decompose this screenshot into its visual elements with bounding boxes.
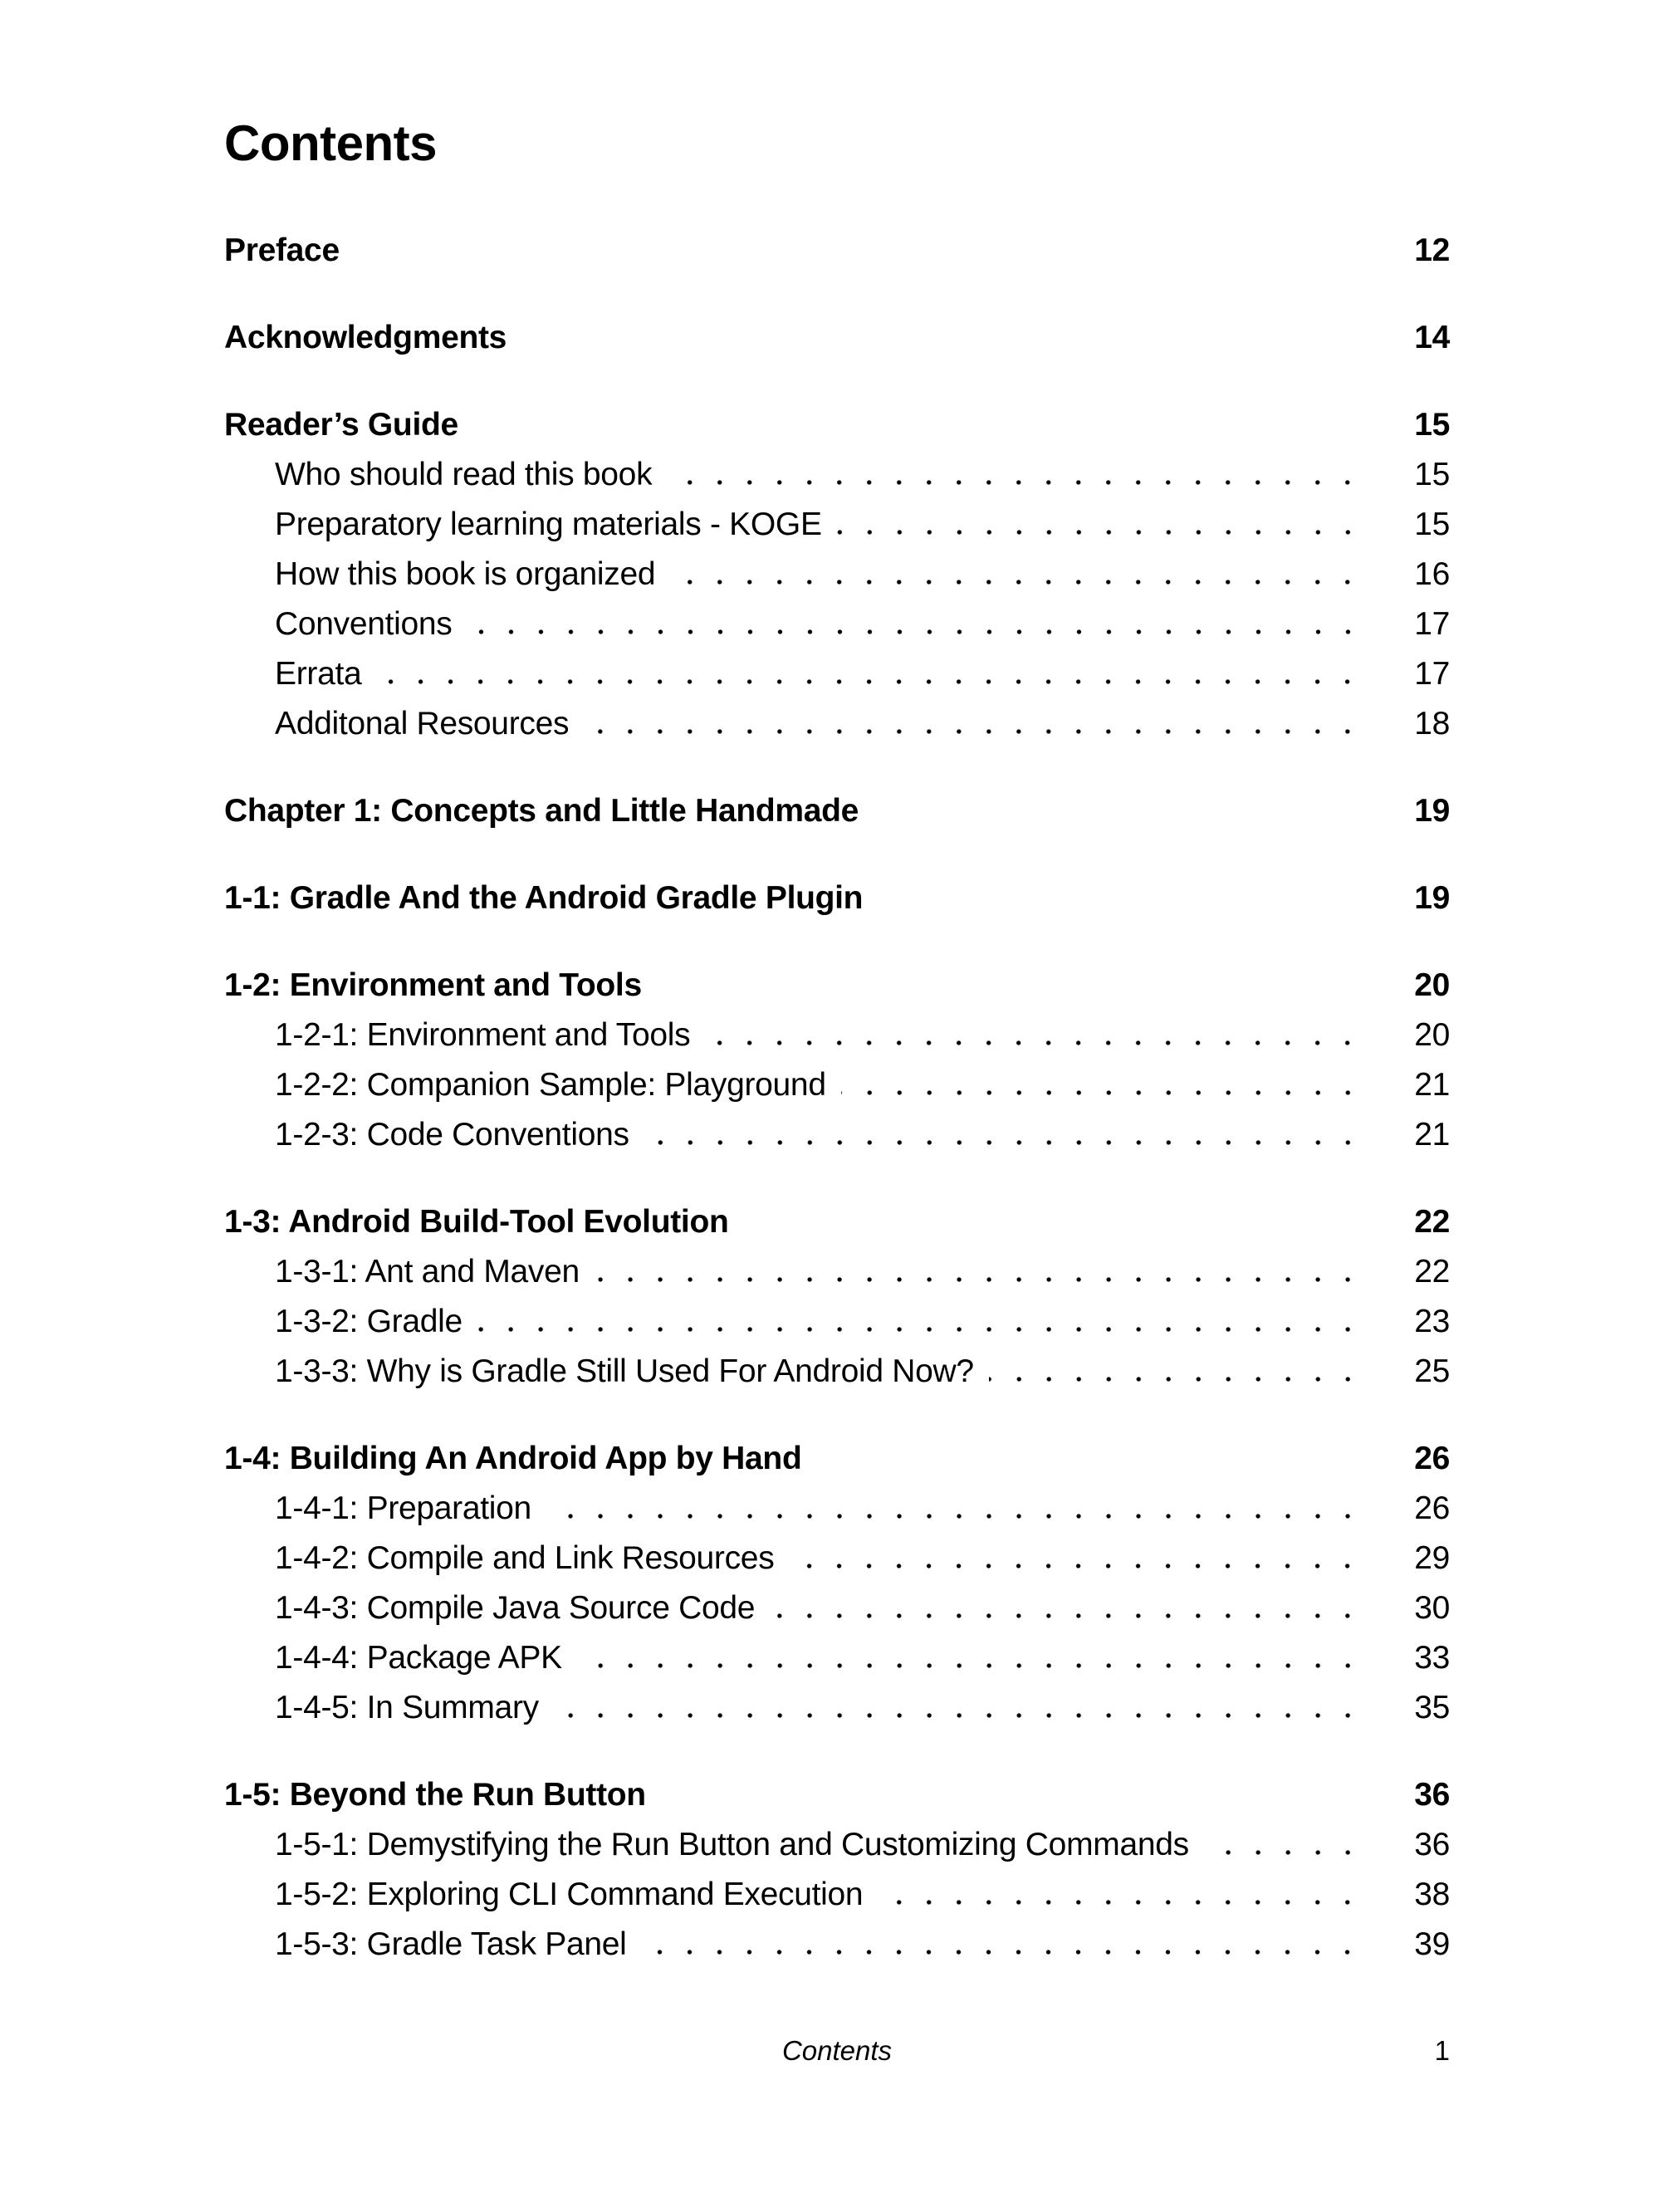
- dot-leader: [584, 729, 1372, 734]
- toc-section: [224, 1434, 1450, 1733]
- entry-page-number: 35: [1414, 1690, 1450, 1725]
- toc-subentry: [224, 500, 1450, 550]
- entry-page-number: 33: [1414, 1640, 1450, 1676]
- toc-section: [224, 961, 1450, 1160]
- entry-label: 1-4-2: Compile and Link Resources: [275, 1540, 775, 1576]
- toc-subentry: [224, 1297, 1450, 1347]
- entry-label: 1-3-1: Ant and Maven: [275, 1254, 580, 1290]
- toc-subentry: [224, 1820, 1450, 1870]
- toc-subentry: [224, 1633, 1450, 1683]
- entry-page-number: 29: [1414, 1540, 1450, 1576]
- toc-entry: [224, 400, 1450, 450]
- toc-subentry: [224, 1870, 1450, 1920]
- entry-page-number: 17: [1414, 606, 1450, 642]
- entry-page-number: 20: [1414, 1017, 1450, 1053]
- entry-page-number: 15: [1414, 457, 1450, 492]
- entry-page-number: 18: [1414, 706, 1450, 741]
- entry-label: Reader’s Guide: [224, 407, 458, 443]
- entry-page-number: 26: [1414, 1490, 1450, 1526]
- entry-page-number: 15: [1414, 407, 1450, 443]
- dot-leader: [670, 580, 1372, 585]
- dot-leader: [641, 1950, 1372, 1955]
- toc-subentry: [224, 1060, 1450, 1110]
- toc-section: [224, 1770, 1450, 1970]
- entry-page-number: 17: [1414, 656, 1450, 692]
- toc-entry: [224, 786, 1450, 836]
- entry-page-number: 14: [1414, 320, 1450, 355]
- toc-subentry: [224, 1011, 1450, 1060]
- dot-leader: [789, 1564, 1372, 1568]
- toc-entry: [224, 874, 1450, 923]
- entry-label: Acknowledgments: [224, 320, 507, 355]
- entry-label: Who should read this book: [275, 457, 653, 492]
- toc-section: [224, 786, 1450, 836]
- entry-label: 1-5-2: Exploring CLI Command Execution: [275, 1877, 864, 1912]
- entry-label: 1-4-5: In Summary: [275, 1690, 539, 1725]
- dot-leader: [1204, 1850, 1372, 1855]
- entry-page-number: 19: [1414, 880, 1450, 916]
- footer-page-number: 1: [1434, 2035, 1450, 2066]
- entry-page-number: 22: [1414, 1204, 1450, 1240]
- dot-leader: [595, 1277, 1372, 1282]
- entry-page-number: 39: [1414, 1926, 1450, 1962]
- dot-leader: [644, 1140, 1372, 1145]
- entry-label: How this book is organized: [275, 556, 656, 592]
- dot-leader: [989, 1377, 1372, 1382]
- toc-subentry: [224, 649, 1450, 699]
- entry-label: 1-2-2: Companion Sample: Playground: [275, 1067, 826, 1103]
- entry-label: 1-4-4: Package APK: [275, 1640, 562, 1676]
- entry-page-number: 30: [1414, 1590, 1450, 1626]
- entry-page-number: 21: [1414, 1067, 1450, 1103]
- entry-page-number: 36: [1414, 1827, 1450, 1862]
- entry-page-number: 22: [1414, 1254, 1450, 1290]
- entry-label: 1-4-3: Compile Java Source Code: [275, 1590, 756, 1626]
- entry-label: 1-5: Beyond the Run Button: [224, 1777, 646, 1813]
- dot-leader: [837, 530, 1372, 535]
- toc-section: [224, 1197, 1450, 1397]
- toc-subentry: [224, 1683, 1450, 1733]
- entry-label: 1-2-1: Environment and Tools: [275, 1017, 691, 1053]
- toc-section: [224, 874, 1450, 923]
- dot-leader: [770, 1613, 1372, 1618]
- entry-label: Additonal Resources: [275, 706, 570, 741]
- entry-label: 1-5-1: Demystifying the Run Button and Customizing Commands: [275, 1827, 1189, 1862]
- entry-label: 1-3: Android Build-Tool Evolution: [224, 1204, 729, 1240]
- toc-subentry: [224, 699, 1450, 749]
- dot-leader: [577, 1663, 1372, 1668]
- toc-entry: [224, 313, 1450, 363]
- page-content: [224, 0, 1450, 1970]
- toc-entry: [224, 1770, 1450, 1820]
- dot-leader: [477, 1327, 1372, 1332]
- entry-label: Conventions: [275, 606, 453, 642]
- toc-entry: [224, 1434, 1450, 1484]
- footer-section-title: Contents: [781, 2035, 893, 2066]
- page-footer: [224, 2033, 1450, 2073]
- entry-page-number: 12: [1414, 232, 1450, 268]
- entry-label: Preparatory learning materials - KOGE: [275, 507, 822, 542]
- entry-label: 1-5-3: Gradle Task Panel: [275, 1926, 627, 1962]
- dot-leader: [878, 1900, 1372, 1905]
- toc-subentry: [224, 1484, 1450, 1534]
- entry-label: 1-2-3: Code Conventions: [275, 1117, 629, 1152]
- toc-subentry: [224, 550, 1450, 599]
- toc-subentry: [224, 1583, 1450, 1633]
- dot-leader: [705, 1040, 1372, 1045]
- toc-subentry: [224, 599, 1450, 649]
- entry-label: 1-1: Gradle And the Android Gradle Plugin: [224, 880, 864, 916]
- entry-label: 1-3-3: Why is Gradle Still Used For Android Now?: [275, 1353, 974, 1389]
- dot-leader: [376, 679, 1372, 684]
- entry-page-number: 23: [1414, 1304, 1450, 1339]
- entry-label: Preface: [224, 232, 340, 268]
- dot-leader: [667, 480, 1372, 485]
- entry-page-number: 16: [1414, 556, 1450, 592]
- toc-subentry: [224, 1920, 1450, 1970]
- toc-section: [224, 313, 1450, 363]
- dot-leader: [467, 629, 1372, 634]
- dot-leader: [554, 1713, 1372, 1718]
- dot-leader: [841, 1090, 1372, 1095]
- toc: [224, 226, 1450, 1970]
- entry-page-number: 38: [1414, 1877, 1450, 1912]
- dot-leader: [546, 1514, 1372, 1519]
- toc-subentry: [224, 1110, 1450, 1160]
- toc-entry: [224, 961, 1450, 1011]
- entry-page-number: 26: [1414, 1441, 1450, 1476]
- entry-label: Errata: [275, 656, 362, 692]
- entry-page-number: 36: [1414, 1777, 1450, 1813]
- toc-subentry: [224, 1247, 1450, 1297]
- toc-subentry: [224, 1534, 1450, 1583]
- toc-section: [224, 226, 1450, 276]
- page-title: Contents: [224, 115, 437, 171]
- toc-entry: [224, 226, 1450, 276]
- entry-page-number: 15: [1414, 507, 1450, 542]
- entry-label: 1-4: Building An Android App by Hand: [224, 1441, 802, 1476]
- entry-label: Chapter 1: Concepts and Little Handmade: [224, 793, 859, 829]
- toc-entry: [224, 1197, 1450, 1247]
- toc-subentry: [224, 450, 1450, 500]
- entry-page-number: 19: [1414, 793, 1450, 829]
- entry-page-number: 21: [1414, 1117, 1450, 1152]
- entry-label: 1-4-1: Preparation: [275, 1490, 531, 1526]
- entry-page-number: 25: [1414, 1353, 1450, 1389]
- entry-label: 1-2: Environment and Tools: [224, 967, 642, 1003]
- toc-subentry: [224, 1347, 1450, 1397]
- entry-page-number: 20: [1414, 967, 1450, 1003]
- entry-label: 1-3-2: Gradle: [275, 1304, 463, 1339]
- toc-section: [224, 400, 1450, 749]
